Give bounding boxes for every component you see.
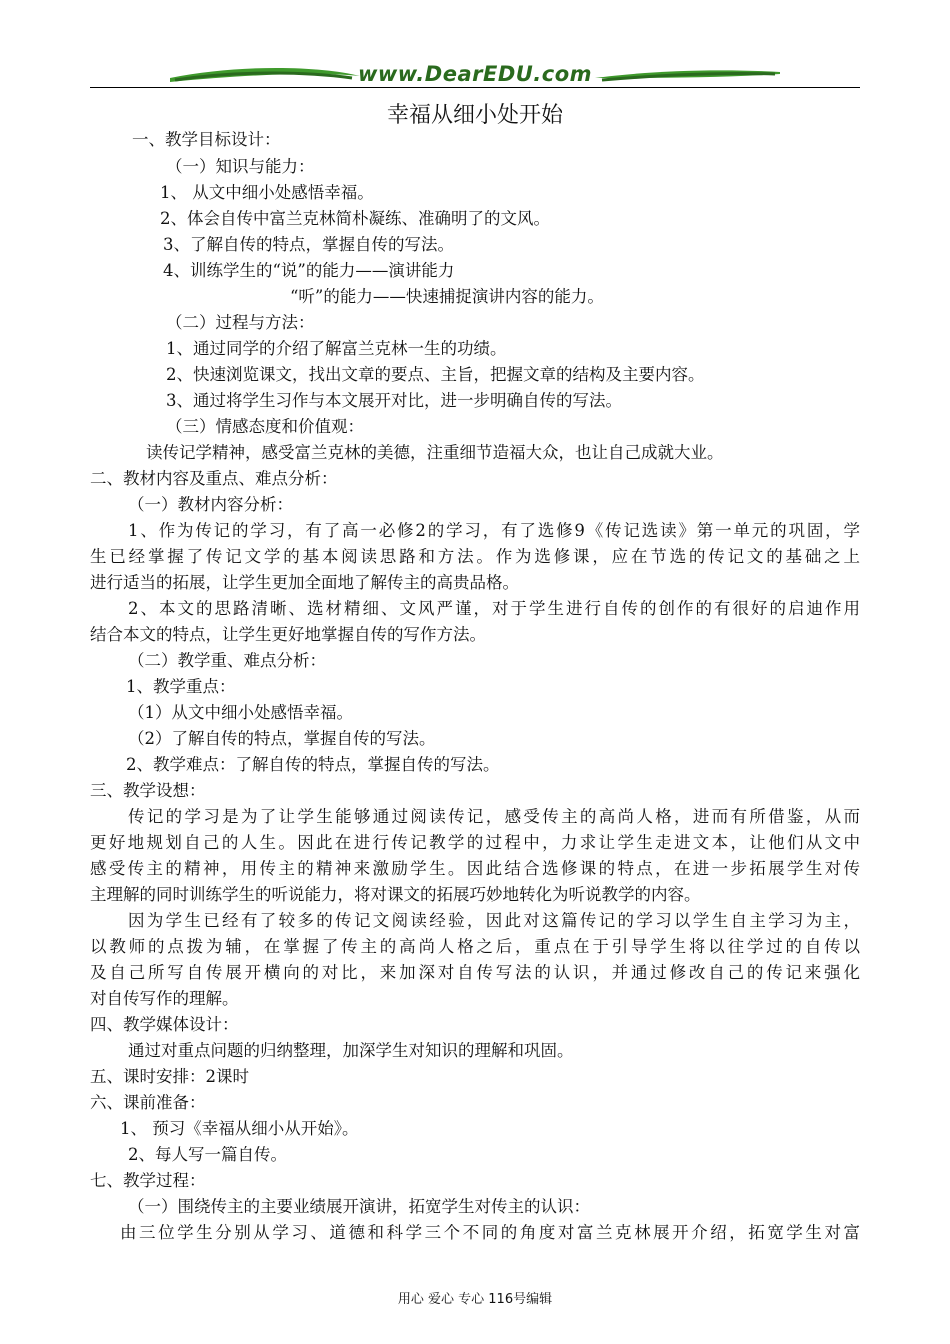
section-heading: 一、教学目标设计： <box>132 130 281 149</box>
paragraph-line: 对自传写作的理解。 <box>90 989 239 1008</box>
list-item: 1、通过同学的介绍了解富兰克林一生的功绩。 <box>166 339 507 358</box>
section-heading: 三、教学设想： <box>90 781 206 800</box>
header-rule <box>90 87 860 88</box>
list-item: 3、了解自传的特点，掌握自传的写法。 <box>163 235 454 254</box>
subsection-heading: （三）情感态度和价值观： <box>166 417 364 436</box>
site-url: www.DearEDU.com <box>357 62 593 86</box>
paragraph-line: 及自己所写自传展开横向的对比，来加深对自传写法的认识，并通过修改自己的传记来强化 <box>90 963 860 982</box>
list-item: （2）了解自传的特点，掌握自传的写法。 <box>128 729 436 748</box>
paragraph: 读传记学精神，感受富兰克林的美德，注重细节造福大众，也让自己成就大业。 <box>146 443 724 462</box>
list-item: 2、教学难点：了解自传的特点，掌握自传的写法。 <box>126 755 500 774</box>
paragraph-line: 以教师的点拨为辅，在掌握了传主的高尚人格之后，重点在于引导学生将以往学过的自传以 <box>90 937 860 956</box>
paragraph-line: 感受传主的精神，用传主的精神来激励学生。因此结合选修课的特点，在进一步拓展学生对传 <box>90 859 860 878</box>
list-item: 2、快速浏览课文，找出文章的要点、主旨，把握文章的结构及主要内容。 <box>166 365 705 384</box>
paragraph-line: 生已经掌握了传记文学的基本阅读思路和方法。作为选修课，应在节选的传记文的基础之上 <box>90 547 860 566</box>
list-item: 1、 从文中细小处感悟幸福。 <box>160 183 374 202</box>
subsection-heading: （一）围绕传主的主要业绩展开演讲，拓宽学生对传主的认识： <box>128 1197 590 1216</box>
list-item-continuation: “听”的能力——快速捕捉演讲内容的能力。 <box>290 287 604 306</box>
paragraph-line: 主理解的同时训练学生的听说能力，将对课文的拓展巧妙地转化为听说教学的内容。 <box>90 885 701 904</box>
list-item: 2、体会自传中富兰克林简朴凝练、准确明了的文风。 <box>160 209 550 228</box>
list-item: 1、教学重点： <box>126 677 236 696</box>
page-footer: 用心 爱心 专心 116号编辑 <box>397 1292 553 1307</box>
paragraph-line: 更好地规划自己的人生。因此在进行传记教学的过程中，力求让学生走进文本，让他们从文中 <box>90 833 860 852</box>
subsection-heading: （一）知识与能力： <box>166 157 315 176</box>
paragraph-line: 进行适当的拓展，让学生更加全面地了解传主的高贵品格。 <box>90 573 519 592</box>
list-item: 2、每人写一篇自传。 <box>128 1145 287 1164</box>
paragraph-line: 1、作为传记的学习，有了高一必修2的学习，有了选修9《传记选读》第一单元的巩固，学 <box>128 521 860 540</box>
document-title: 幸福从细小处开始 <box>386 103 563 128</box>
section-heading: 四、教学媒体设计： <box>90 1015 239 1034</box>
list-item: 1、 预习《幸福从细小从开始》。 <box>120 1119 359 1138</box>
subsection-heading: （一）教材内容分析： <box>128 495 293 514</box>
section-heading: 六、课前准备： <box>90 1093 206 1112</box>
section-heading: 七、教学过程： <box>90 1171 206 1190</box>
subsection-heading: （二）教学重、难点分析： <box>128 651 326 670</box>
paragraph-line: 传记的学习是为了让学生能够通过阅读传记，感受传主的高尚人格，进而有所借鉴，从而 <box>128 807 860 826</box>
list-item: （1）从文中细小处感悟幸福。 <box>128 703 353 722</box>
section-heading: 五、课时安排：2课时 <box>90 1067 249 1086</box>
list-item: 4、训练学生的“说”的能力——演讲能力 <box>163 261 455 280</box>
list-item: 3、通过将学生习作与本文展开对比，进一步明确自传的写法。 <box>166 391 622 410</box>
paragraph: 通过对重点问题的归纳整理，加深学生对知识的理解和巩固。 <box>128 1041 574 1060</box>
paragraph-line: 结合本文的特点，让学生更好地掌握自传的写作方法。 <box>90 625 486 644</box>
paragraph-line: 由三位学生分别从学习、道德和科学三个不同的角度对富兰克林展开介绍，拓宽学生对富 <box>120 1223 860 1242</box>
paragraph-line: 2、本文的思路清晰、选材精细、文风严谨，对于学生进行自传的创作的有很好的启迪作用 <box>128 599 860 618</box>
section-heading: 二、教材内容及重点、难点分析： <box>90 469 338 488</box>
paragraph-line: 因为学生已经有了较多的传记文阅读经验，因此对这篇传记的学习以学生自主学习为主， <box>128 911 860 930</box>
subsection-heading: （二）过程与方法： <box>166 313 315 332</box>
